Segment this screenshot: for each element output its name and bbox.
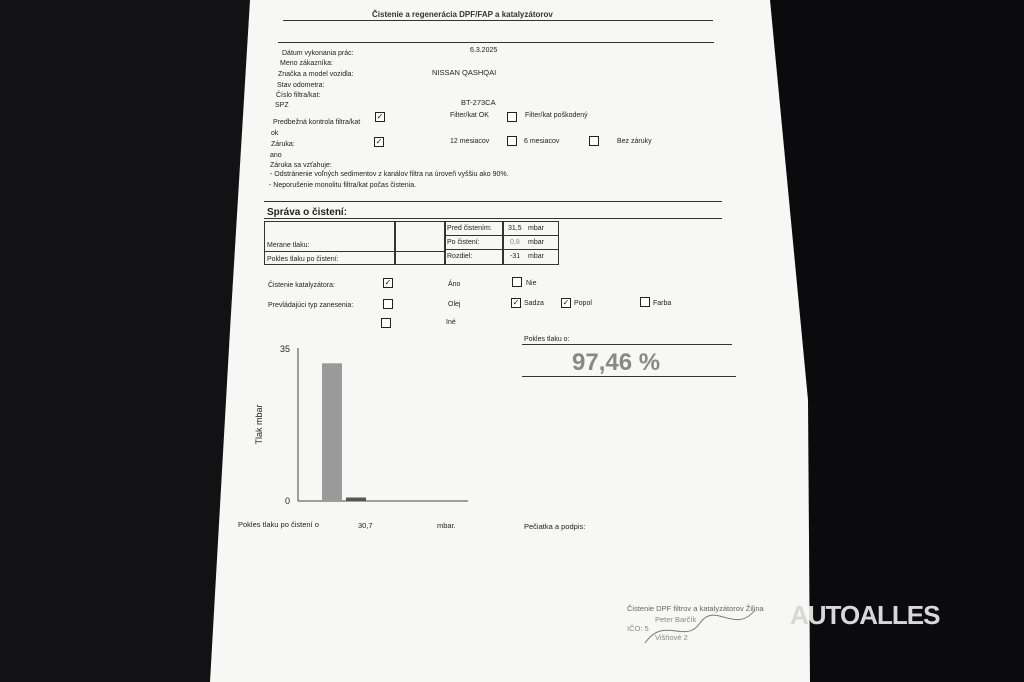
measured-label: Merane tlaku: (267, 242, 310, 249)
deposit-ash: Popol (574, 300, 592, 307)
warranty-label: Záruka: (271, 141, 295, 148)
row-before-unit: mbar (528, 225, 544, 232)
warranty-6m-checkbox (507, 136, 517, 146)
footer-drop-value: 30,7 (358, 521, 373, 530)
row-after-label: Po čistení: (447, 239, 480, 246)
brand-value: NISSAN QASHQAI (432, 68, 497, 77)
y-tick-label: 0 (284, 496, 290, 506)
deposit-label: Prevládajúci typ zanesenia: (268, 302, 354, 309)
precheck-checkbox-checked: ✓ (376, 112, 384, 121)
report-title: Správa o čistení: (267, 207, 348, 218)
deposit-soot: Sadza (524, 300, 544, 307)
pressure-chart (240, 336, 470, 516)
warranty-none: Bez záruky (617, 138, 652, 145)
stamp-line-4: Višňové 2 (655, 633, 688, 642)
warranty-line-1: - Odstránenie voľných sedimentov z kanálov filtra na úroveň vyššiu ako 90%. (270, 171, 509, 178)
drop-pct-bottom-rule (522, 376, 736, 377)
document-title: Čistenie a regenerácia DPF/FAP a katalyzátorov (372, 10, 553, 19)
precheck-value: ok (271, 130, 279, 137)
catalyst-yes: Áno (448, 281, 461, 288)
chart-bar (346, 498, 366, 501)
date-value: 6.3.2025 (470, 47, 498, 54)
chart-bar (322, 363, 342, 501)
deposit-paint-checkbox (640, 297, 650, 307)
catalyst-no-checkbox (512, 277, 522, 287)
signature-scribble (640, 605, 760, 650)
catalyst-yes-checkbox-checked: ✓ (384, 278, 392, 287)
row-diff-value: -31 (510, 253, 521, 260)
customer-label: Meno zákazníka: (280, 60, 333, 67)
stamp-line-1: Čistenie DPF filtrov a katalyzátorov Žilina (627, 604, 764, 613)
odometer-label: Stav odometra: (277, 82, 325, 89)
precheck-checkbox-damaged (507, 112, 517, 122)
catalyst-no: Nie (526, 280, 537, 287)
row-diff-unit: mbar (528, 253, 544, 260)
stamp-line-2: Peter Barčík (655, 615, 697, 624)
deposit-other: Iné (446, 319, 456, 326)
section-rule (264, 201, 722, 202)
warranty-6m: 6 mesiacov (524, 138, 560, 145)
report-row-line-1 (444, 235, 558, 236)
drop-after-label: Pokles tlaku po čistení: (267, 256, 339, 263)
spz-value: BT-273CA (461, 98, 496, 107)
drop-pct-top-rule (522, 344, 732, 345)
row-before-value: 31,5 (508, 225, 522, 232)
y-axis-label: Tlak mbar (254, 404, 264, 445)
warranty-none-checkbox (589, 136, 599, 146)
drop-pct-label: Pokles tlaku o: (524, 336, 570, 343)
row-before-label: Pred čistením: (447, 225, 492, 232)
warranty-value: ano (270, 152, 282, 159)
deposit-other-checkbox (381, 318, 391, 328)
deposit-soot-checkbox-checked: ✓ (512, 298, 520, 307)
brand-label: Značka a model vozidla: (278, 71, 354, 78)
footer-drop-label: Pokles tlaku po čistení o (238, 520, 319, 529)
warranty-12m: 12 mesiacov (450, 138, 490, 145)
report-title-rule (264, 218, 722, 219)
stamp-line-3: IČO: 5 (627, 624, 649, 633)
filter-number-label: Číslo filtra/kat: (276, 92, 321, 99)
report-table-mid (394, 221, 446, 265)
y-tick-label: 35 (279, 344, 290, 354)
row-after-value: 0,8 (510, 239, 520, 246)
report-row-line-2 (444, 249, 558, 250)
watermark-logo: AUTOALLES (790, 600, 940, 630)
row-diff-label: Rozdiel: (447, 253, 473, 260)
deposit-oil: Olej (448, 301, 461, 308)
catalyst-label: Čistenie katalyzátora: (268, 282, 335, 289)
report-left-line (264, 251, 444, 252)
date-label: Dátum vykonania prác: (282, 50, 354, 57)
warranty-12m-checkbox-checked: ✓ (375, 137, 383, 146)
spz-label: SPZ (275, 102, 289, 109)
drop-pct-value: 97,46 % (572, 349, 661, 376)
title-rule (283, 20, 713, 21)
deposit-ash-checkbox-checked: ✓ (562, 298, 570, 307)
precheck-opt-damaged: Filter/kat poškodený (525, 112, 588, 119)
precheck-label: Predbežná kontrola filtra/kat (273, 119, 361, 126)
stamp-label: Pečiatka a podpis: (524, 522, 586, 531)
warranty-covers-label: Záruka sa vzťahuje: (270, 162, 332, 169)
deposit-oil-checkbox (383, 299, 393, 309)
header-rule (278, 42, 714, 43)
deposit-paint: Farba (653, 300, 672, 307)
warranty-line-2: - Neporušenie monolitu filtra/kat počas čistenia. (269, 182, 417, 189)
footer-drop-unit: mbar. (437, 521, 456, 530)
row-after-unit: mbar (528, 239, 544, 246)
precheck-opt-ok: Filter/kat OK (450, 112, 489, 119)
